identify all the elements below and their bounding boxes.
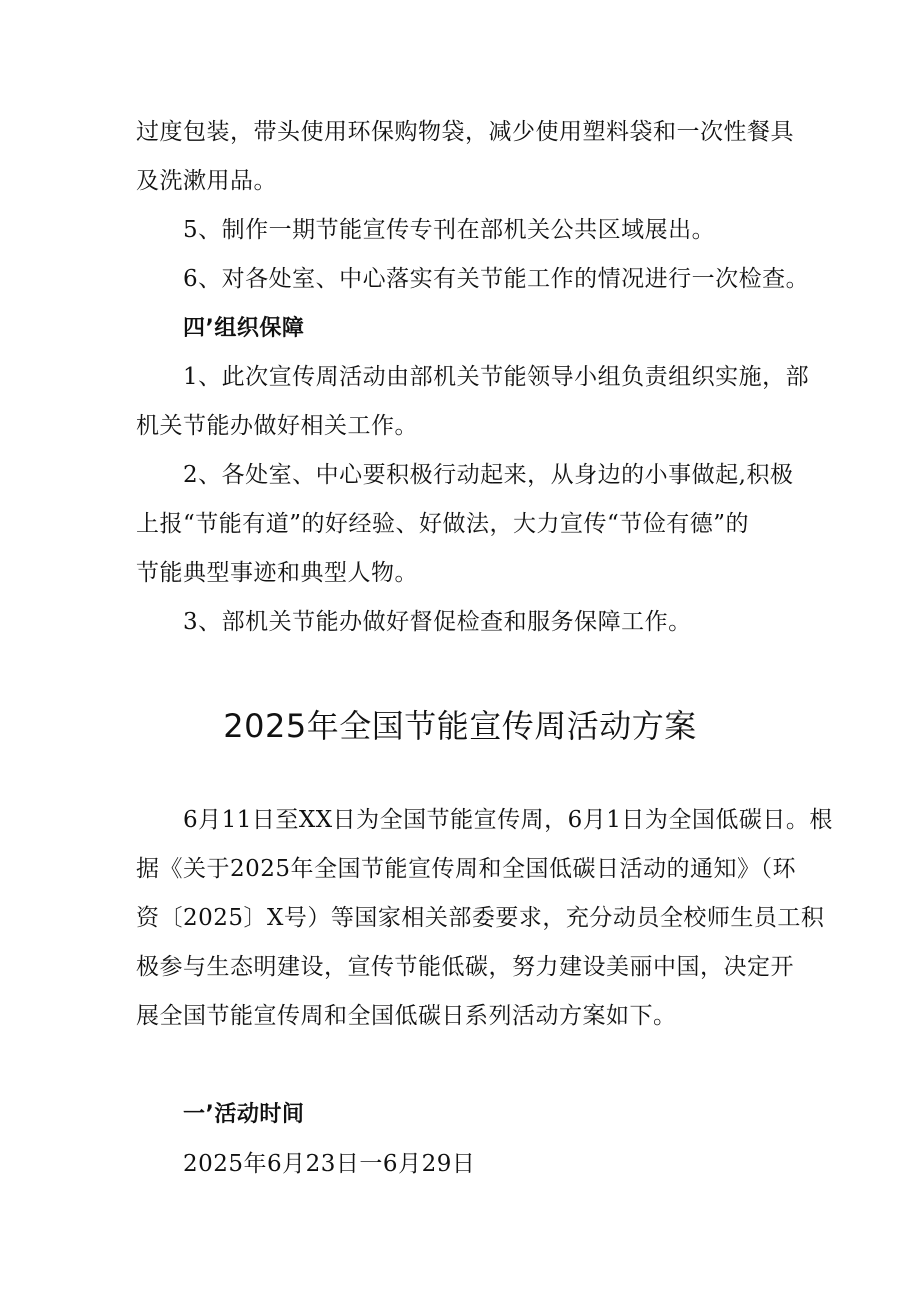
text-line: 机关节能办做好相关工作。 (136, 413, 418, 439)
text-line: 2、各处室、中心要积极行动起来，从身边的小事做起,积极 (183, 462, 794, 488)
activity-time-value: 2025年6月23日一6月29日 (183, 1151, 476, 1177)
text-line: 据《关于2025年全国节能宣传周和全国低碳日活动的通知》（环 (136, 856, 797, 882)
section-heading-activity-time: 一’活动时间 (183, 1102, 305, 1127)
text-line: 1、此次宣传周活动由部机关节能领导小组负责组织实施，部 (183, 364, 810, 390)
section-heading-organization: 四’组织保障 (183, 316, 305, 341)
guarantee-item-2 (136, 451, 796, 598)
guarantee-item-3: 3、部机关节能办做好督促检查和服务保障工作。 (183, 609, 692, 635)
document-title: 2025年全国节能宣传周活动方案 (223, 707, 697, 745)
text-line: 过度包装，带头使用环保购物袋，减少使用塑料袋和一次性餐具 (136, 119, 794, 145)
text-line: 资〔2025〕X号）等国家相关部委要求，充分动员全校师生员工积 (136, 905, 825, 931)
text-line: 极参与生态明建设，宣传节能低碳，努力建设美丽中国，决定开 (136, 954, 794, 980)
continued-paragraph (136, 108, 796, 206)
text-line: 上报“节能有道”的好经验、好做法，大力宣传“节俭有德”的 (136, 511, 750, 537)
intro-paragraph (136, 796, 833, 1041)
guarantee-item-1 (136, 353, 810, 451)
list-item-6: 6、对各处室、中心落实有关节能工作的情况进行一次检查。 (183, 266, 810, 292)
text-line: 展全国节能宣传周和全国低碳日系列活动方案如下。 (136, 1003, 677, 1029)
text-line: 6月11日至XX日为全国节能宣传周，6月1日为全国低碳日。根 (183, 807, 833, 833)
list-item-5: 5、制作一期节能宣传专刊在部机关公共区域展出。 (183, 217, 716, 243)
text-line: 及洗漱用品。 (136, 168, 277, 194)
text-line: 节能典型事迹和典型人物。 (136, 560, 418, 586)
